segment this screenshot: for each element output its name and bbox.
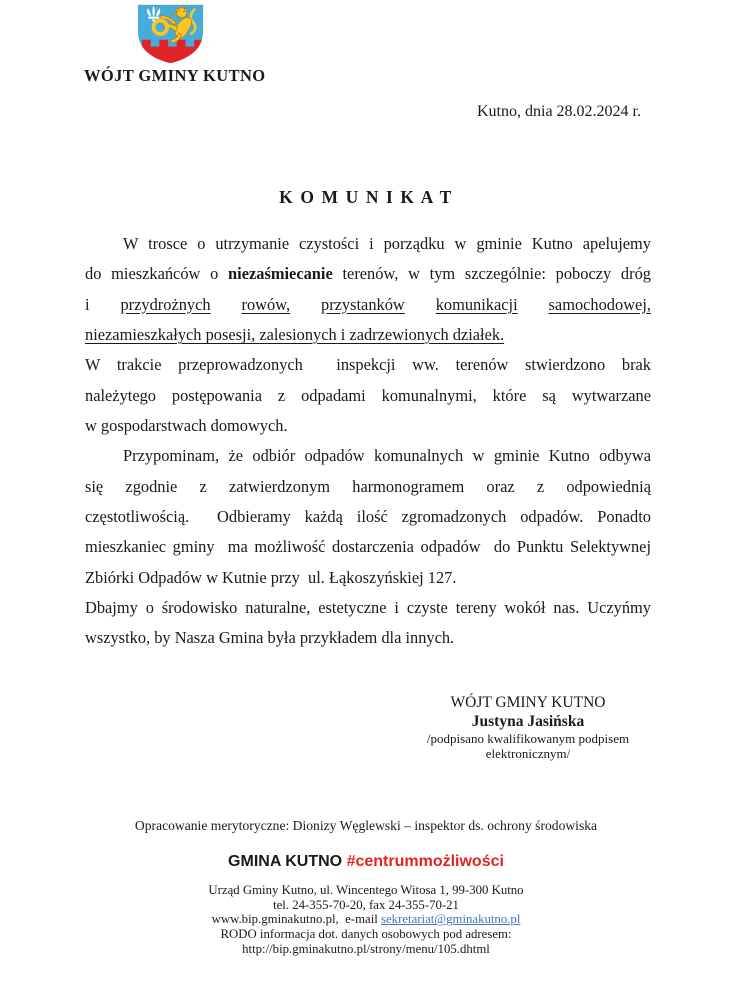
address-line: tel. 24-355-70-20, fax 24-355-70-21: [273, 897, 459, 912]
brand-hashtag: #centrummożliwości: [346, 853, 504, 870]
brand-black: GMINA KUTNO: [228, 853, 347, 870]
address-line: http://bip.gminakutno.pl/strony/menu/105.dhtml: [242, 941, 490, 956]
body-line: należytego postępowania z odpadami komunalnymi, które są wytwarzane: [85, 385, 651, 405]
date-line: Kutno, dnia 28.02.2024 r.: [477, 103, 641, 120]
body-line: i przydrożnych rowów, przystanków komunikacji samochodowej,: [85, 294, 651, 314]
signature-block: [388, 693, 668, 761]
signature-name: Justyna Jasińska: [471, 713, 585, 730]
address-line: RODO informacja dot. danych osobowych pod adresem:: [220, 927, 512, 942]
body-line: Dbajmy o środowisko naturalne, estetyczne i czyste tereny wokół nas. Uczyńmy: [85, 598, 651, 618]
body-line: do mieszkańców o niezaśmiecanie terenów, w tym szczególnie: poboczy dróg: [85, 264, 651, 284]
org-title: WÓJT GMINY KUTNO: [84, 66, 266, 85]
doc-title: K O M U N I K A T: [279, 187, 453, 207]
email-link[interactable]: sekretariat@gminakutno.pl: [381, 912, 521, 927]
body-line: W trakcie przeprowadzonych inspekcji ww. terenów stwierdzono brak: [85, 355, 651, 375]
brand-line: [0, 853, 732, 871]
body-line: częstotliwością. Odbieramy każdą ilość zgromadzonych odpadów. Ponadto: [85, 507, 651, 527]
gmina-kutno-coat-of-arms-icon: [134, 4, 207, 64]
signature-note-line1: /podpisano kwalifikowanym podpisem: [426, 731, 630, 746]
body-line: mieszkaniec gminy ma możliwość dostarczenia odpadów do Punktu Selektywnej: [85, 537, 651, 557]
body-line: Przypominam, że odbiór odpadów komunalnych w gminie Kutno odbywa: [123, 446, 651, 466]
body-line: niezamieszkałych posesji, zalesionych i zadrzewionych działek.: [85, 325, 505, 345]
address-line-text: www.bip.gminakutno.pl, e-mail: [211, 912, 382, 927]
body-line: wszystko, by Nasza Gmina była przykładem dla innych.: [85, 628, 455, 648]
body-line: w gospodarstwach domowych.: [85, 416, 288, 436]
address-line: Urząd Gminy Kutno, ul. Wincentego Witosa 1, 99-300 Kutno: [208, 883, 524, 897]
body: [85, 229, 651, 654]
signature-note-line2: elektronicznym/: [485, 746, 571, 761]
address-line: [0, 912, 732, 927]
body-line: się zgodnie z zatwierdzonym harmonogramem oraz z odpowiednią: [85, 476, 651, 496]
address-block: [0, 883, 732, 957]
signature-office: WÓJT GMINY KUTNO: [450, 694, 606, 711]
prepared-by-note: Opracowanie merytoryczne: Dionizy Węglewski – inspektor ds. ochrony środowiska: [134, 818, 598, 833]
body-line: W trosce o utrzymanie czystości i porządku w gminie Kutno apelujemy: [123, 234, 651, 253]
body-line: Zbiórki Odpadów w Kutnie przy ul. Łąkoszyńskiej 127.: [85, 567, 457, 587]
